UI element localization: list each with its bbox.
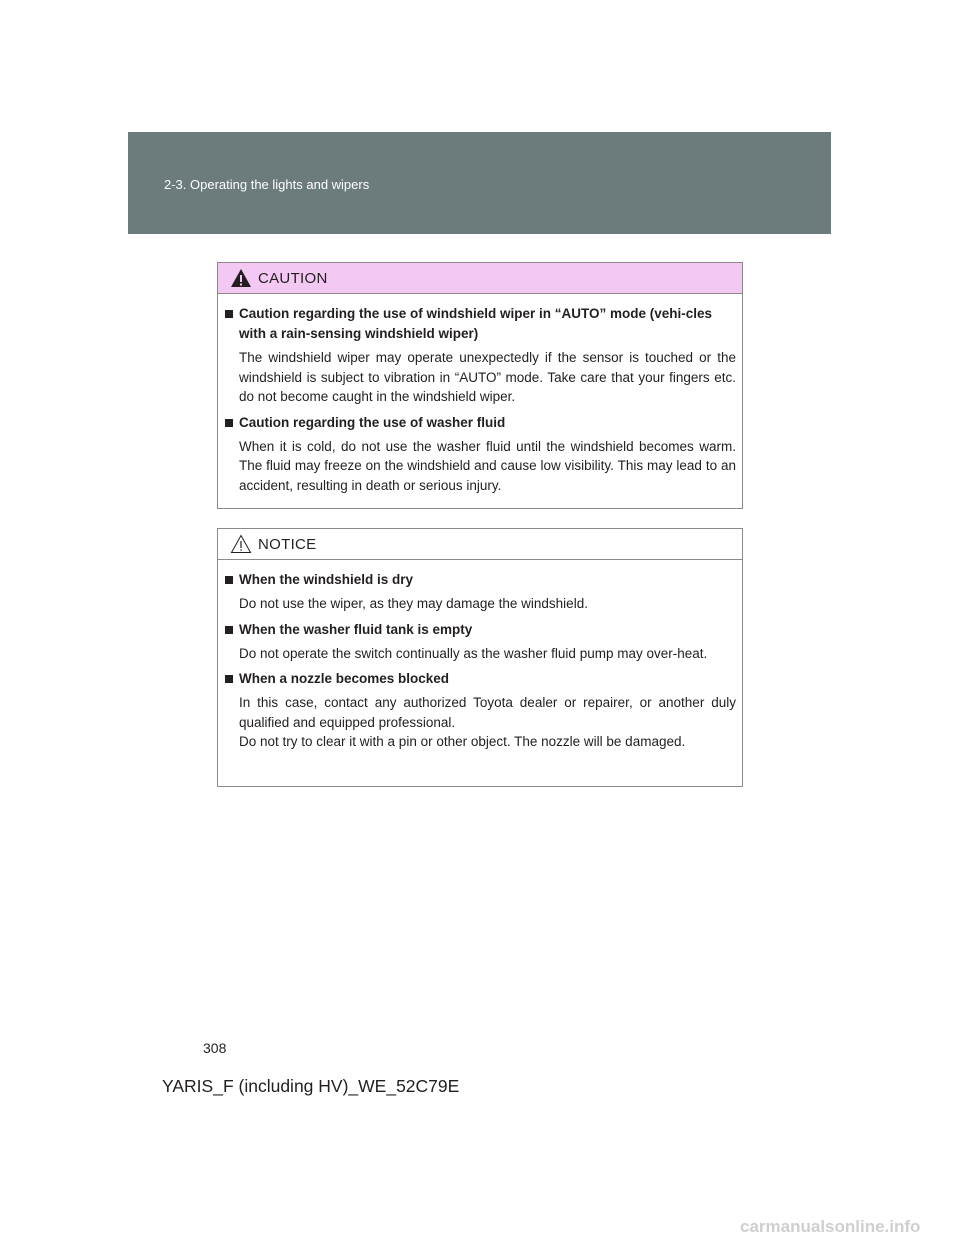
watermark: carmanualsonline.info xyxy=(740,1217,921,1236)
caution-box xyxy=(217,262,743,509)
square-bullet-icon xyxy=(225,310,233,318)
notice-item-text: Do not use the wiper, as they may damage the windshield. xyxy=(239,596,588,611)
notice-item-title: When a nozzle becomes blocked xyxy=(239,671,450,686)
notice-item-text-2: Do not try to clear it with a pin or other object. The nozzle will be damaged. xyxy=(239,734,686,749)
chapter-header xyxy=(128,132,831,234)
chapter-title: 2-3. Operating the lights and wipers xyxy=(164,177,370,192)
document-footer: YARIS_F (including HV)_WE_52C79E xyxy=(162,1076,460,1096)
notice-item-title: When the washer fluid tank is empty xyxy=(239,621,473,637)
caution-item xyxy=(224,413,736,496)
notice-label: NOTICE xyxy=(258,536,317,553)
square-bullet-icon xyxy=(225,576,233,584)
notice-header xyxy=(218,529,742,560)
notice-item-title: When the windshield is dry xyxy=(239,572,414,587)
notice-item xyxy=(224,620,736,664)
caution-item xyxy=(224,304,736,407)
caution-item-title: Caution regarding the use of washer fluid xyxy=(239,414,506,430)
caution-item-title: Caution regarding the use of windshield wiper in “AUTO” mode (vehi-cles with a rain-sensing windshield wiper) xyxy=(239,306,713,341)
square-bullet-icon xyxy=(225,419,233,427)
caution-header xyxy=(218,263,742,294)
warning-triangle-outline-icon xyxy=(230,534,252,554)
notice-item xyxy=(224,570,736,614)
notice-item xyxy=(224,669,736,752)
notice-box xyxy=(217,528,743,787)
notice-item-text: Do not operate the switch continually as the washer fluid pump may over-heat. xyxy=(239,645,708,661)
page-number: 308 xyxy=(203,1040,227,1056)
notice-item-text: In this case, contact any authorized Toyota dealer or repairer, or another duly qualified and equipped professional. xyxy=(239,695,736,730)
caution-item-text: When it is cold, do not use the washer fluid until the windshield becomes warm. The fluid may freeze on the windshield and cause low visibility. This may lead to an accident, resulting in death or serious injury. xyxy=(239,438,736,493)
warning-triangle-icon xyxy=(230,268,252,288)
square-bullet-icon xyxy=(225,626,233,634)
caution-item-text: The windshield wiper may operate unexpectedly if the sensor is touched or the windshield is subject to vibration in “AUTO” mode. Take care that your fingers etc. do not become caught in the windshield wiper. xyxy=(239,350,736,404)
square-bullet-icon xyxy=(225,675,233,683)
caution-label: CAUTION xyxy=(258,270,328,287)
